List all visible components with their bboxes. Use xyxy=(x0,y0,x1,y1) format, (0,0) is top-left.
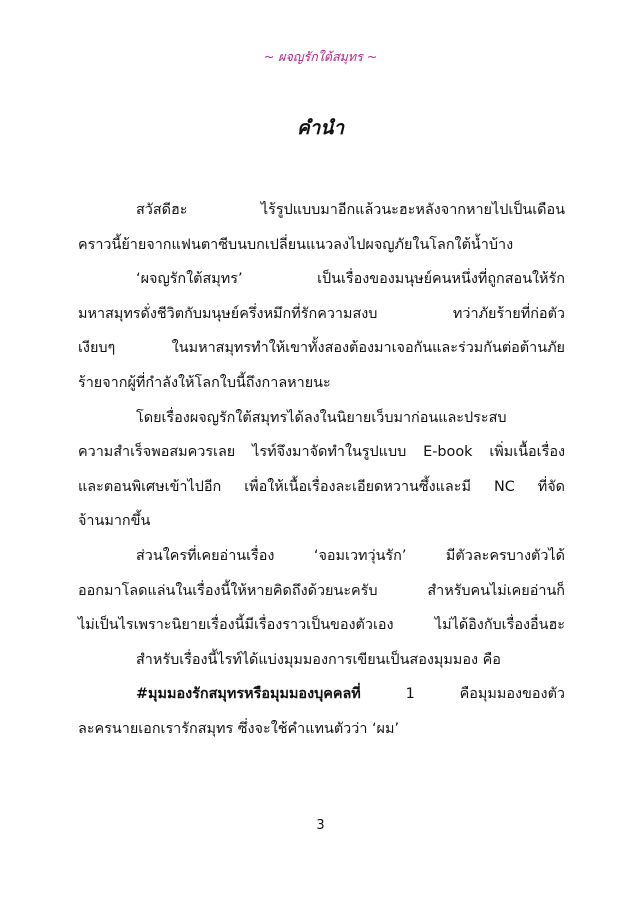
pov-heading: #มุมมองรักสมุทรหรือมุมมองบุคคลที่ xyxy=(136,686,361,703)
paragraph-line: ร้ายจากผู้ที่กำลังให้โลกใบนี้ถึงกาลหายนะ xyxy=(78,374,331,391)
paragraph-line: เงียบๆ ในมหาสมุทรทำให้เขาทั้งสองต้องมาเจอกันและร่วมกันต่อต้านภัย xyxy=(78,340,565,357)
paragraph-line xyxy=(78,677,565,712)
paragraph-line: สำหรับเรื่องนี้ไรท์ได้แบ่งมุมมองการเขียนเป็นสองมุมมอง คือ xyxy=(136,651,501,668)
pov-heading-continuation: 1 คือมุมมองของตัว xyxy=(360,686,565,703)
paragraph-line: จ้านมากขึ้น xyxy=(78,513,151,530)
paragraph-line: ‘ผจญรักใต้สมุทร’ เป็นเรื่องของมนุษย์คนหนึ่งที่ถูกสอนให้รัก xyxy=(136,271,565,288)
paragraph-line: มหาสมุทรดั่งชีวิตกับมนุษย์ครึ่งหมึกที่รักความสงบ ทว่าภัยร้ายที่ก่อตัว xyxy=(78,305,565,322)
paragraph-line: คราวนี้ย้ายจากแฟนตาซีบนบกเปลี่ยนแนวลงไปผจญภัยในโลกใต้น้ำบ้าง xyxy=(78,236,514,253)
chapter-title: คำนำ xyxy=(296,117,345,139)
running-header: ~ ผจญรักใต้สมุทร ~ xyxy=(263,49,378,64)
paragraph-line: สวัสดีฮะ ไร้รูปแบบมาอีกแล้วนะฮะหลังจากหายไปเป็นเดือน xyxy=(136,202,565,218)
paragraph-line: และตอนพิเศษเข้าไปอีก เพื่อให้เนื้อเรื่องละเอียดหวานซึ้งและมี NC ที่จัด xyxy=(78,478,565,495)
body-text xyxy=(78,193,565,747)
paragraph-line: ละครนายเอกเรารักสมุทร ซึ่งจะใช้คำแทนตัวว่า ‘ผม’ xyxy=(78,720,400,737)
paragraph-line: ไม่เป็นไรเพราะนิยายเรื่องนี้มีเรื่องราวเป็นของตัวเอง ไม่ได้อิงกับเรื่องอื่นฮะ xyxy=(78,617,565,634)
paragraph-line: ส่วนใครที่เคยอ่านเรื่อง ‘จอมเวทวุ่นรัก’ มีตัวละครบางตัวได้ xyxy=(136,547,565,564)
paragraph-line: โดยเรื่องผจญรักใต้สมุทรได้ลงในนิยายเว็บมาก่อนและประสบ xyxy=(136,409,507,426)
page-number: 3 xyxy=(316,818,325,833)
paragraph-line: ความสำเร็จพอสมควรเลย ไรท์จึงมาจัดทำในรูปแบบ E-book เพิ่มเนื้อเรื่อง xyxy=(78,444,565,461)
paragraph-line: ออกมาโลดแล่นในเรื่องนี้ให้หายคิดถึงด้วยนะครับ สำหรับคนไม่เคยอ่านก็ xyxy=(78,582,565,599)
